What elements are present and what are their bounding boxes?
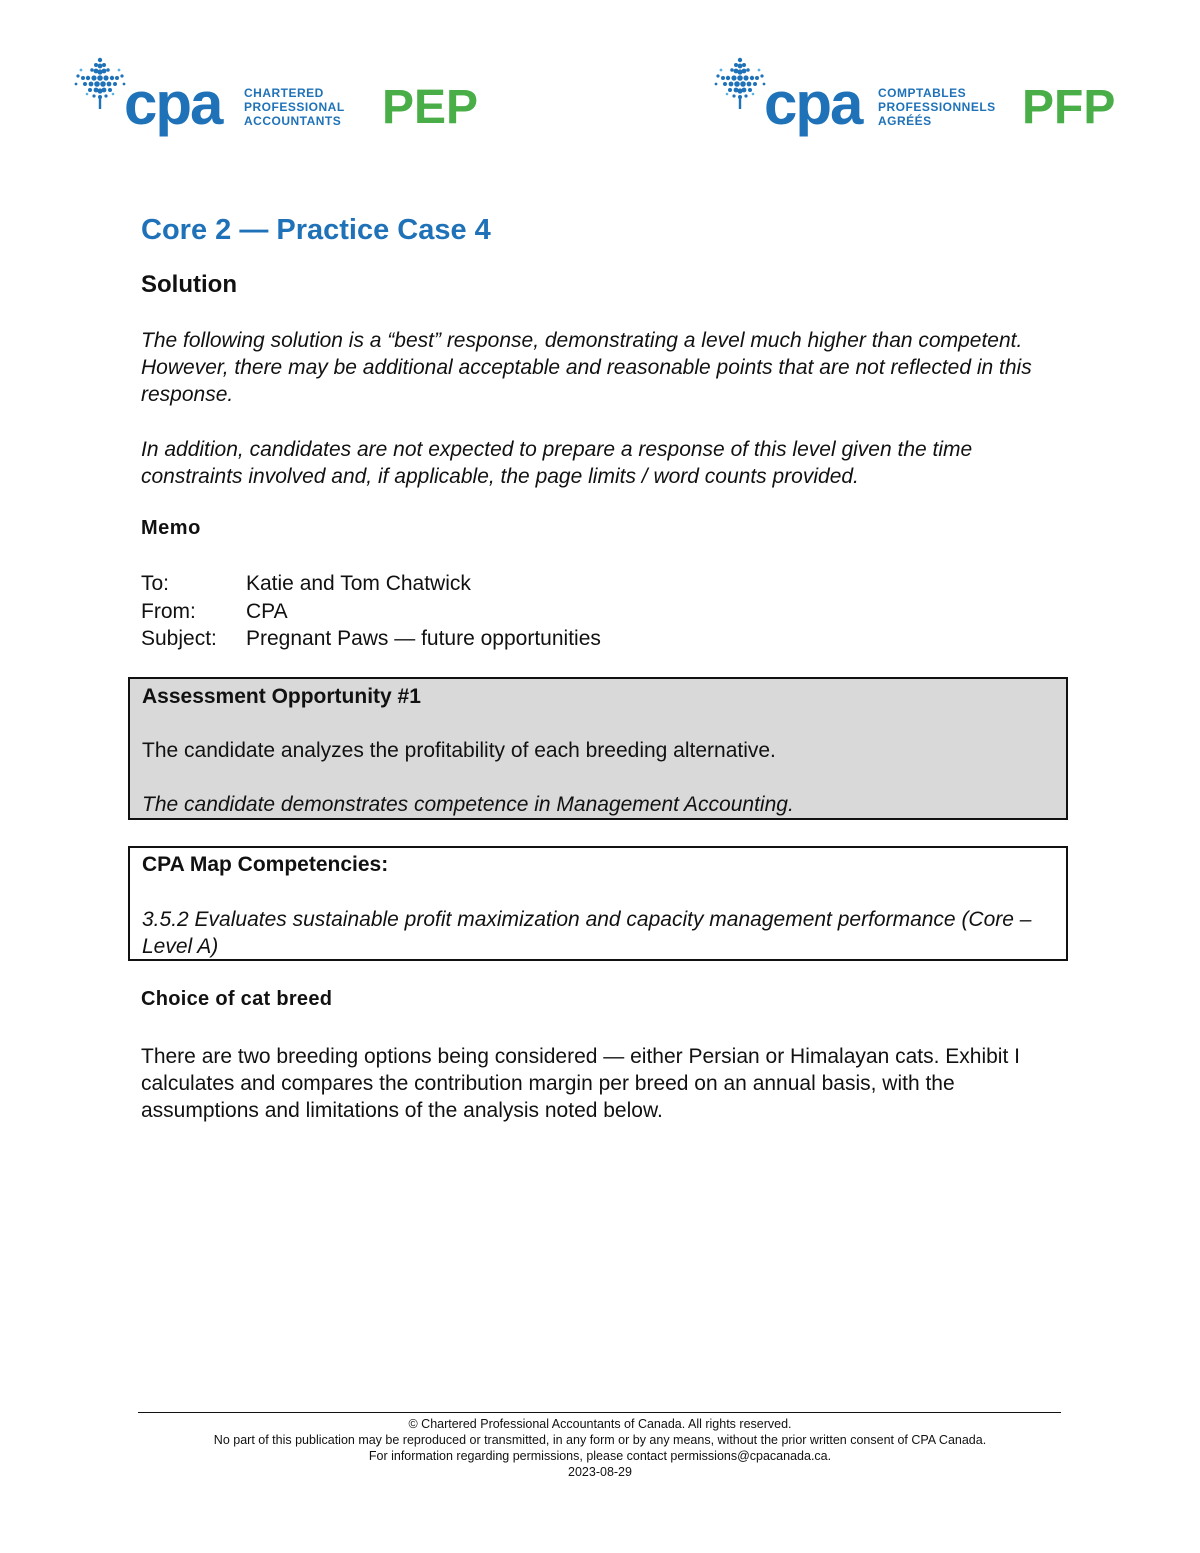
footer-contact: For information regarding permissions, please contact permissions@cpacanada.ca. (368, 1449, 832, 1463)
memo-to-row (141, 570, 471, 597)
cpa-wordmark: cpa (124, 70, 222, 137)
program-pep: PEP (382, 81, 479, 134)
choice-paragraph: There are two breeding options being considered — either Persian or Himalayan cats. Exhibit I calculates and compares the contribution margin per breed on an annual basis, with the assumptions and limitations of the analysis noted below. (141, 1045, 1020, 1122)
footer-divider (138, 1412, 1061, 1413)
cpa-wordmark: cpa (764, 70, 862, 137)
cpa-map-competencies-box (128, 846, 1068, 961)
memo-subject-value: Pregnant Paws — future opportunities (246, 627, 601, 650)
cpa-tagline: COMPTABLES PROFESSIONNELS AGRÉÉS (878, 86, 996, 128)
assessment-competence: The candidate demonstrates competence in Management Accounting. (142, 793, 794, 816)
assessment-description: The candidate analyzes the profitability of each breeding alternative. (142, 739, 776, 762)
footer-notice: No part of this publication may be reproduced or transmitted, in any form or by any means, without the prior written consent of CPA Canada. (213, 1433, 987, 1447)
intro-paragraph-2: In addition, candidates are not expected to prepare a response of this level given the time constraints involved and, if applicable, the page limits / word counts provided. (141, 438, 973, 488)
assessment-title: Assessment Opportunity #1 (142, 685, 421, 708)
cpa-french-logo (712, 50, 1132, 140)
cpa-english-logo (72, 50, 502, 140)
intro-paragraph-1: The following solution is a “best” response, demonstrating a level much higher than competent. However, there may be additional acceptable and reasonable points that are not reflected in this response. (141, 329, 1032, 406)
assessment-opportunity-box (128, 677, 1068, 820)
memo-subject-label: Subject: (141, 627, 217, 650)
memo-heading: Memo (141, 517, 201, 539)
footer-date: 2023-08-29 (568, 1465, 632, 1479)
memo-subject-row (141, 625, 601, 652)
memo-from-row (141, 598, 288, 625)
page-title: Core 2 — Practice Case 4 (141, 214, 491, 246)
footer (100, 1416, 1100, 1480)
program-pfp: PFP (1022, 81, 1116, 134)
cpa-tagline: CHARTERED PROFESSIONAL ACCOUNTANTS (244, 86, 345, 128)
competency-item: 3.5.2 Evaluates sustainable profit maximization and capacity management performance (Core – Level A) (142, 908, 1032, 958)
memo-from-label: From: (141, 600, 196, 623)
memo-from-value: CPA (246, 600, 288, 623)
choice-heading: Choice of cat breed (141, 988, 333, 1010)
solution-heading: Solution (141, 271, 237, 298)
competencies-title: CPA Map Competencies: (142, 853, 389, 876)
maple-leaf-dots-icon (712, 56, 768, 110)
maple-leaf-dots-icon (72, 56, 128, 110)
footer-copyright: © Chartered Professional Accountants of Canada. All rights reserved. (408, 1417, 792, 1431)
memo-to-label: To: (141, 572, 170, 595)
memo-to-value: Katie and Tom Chatwick (246, 572, 471, 595)
